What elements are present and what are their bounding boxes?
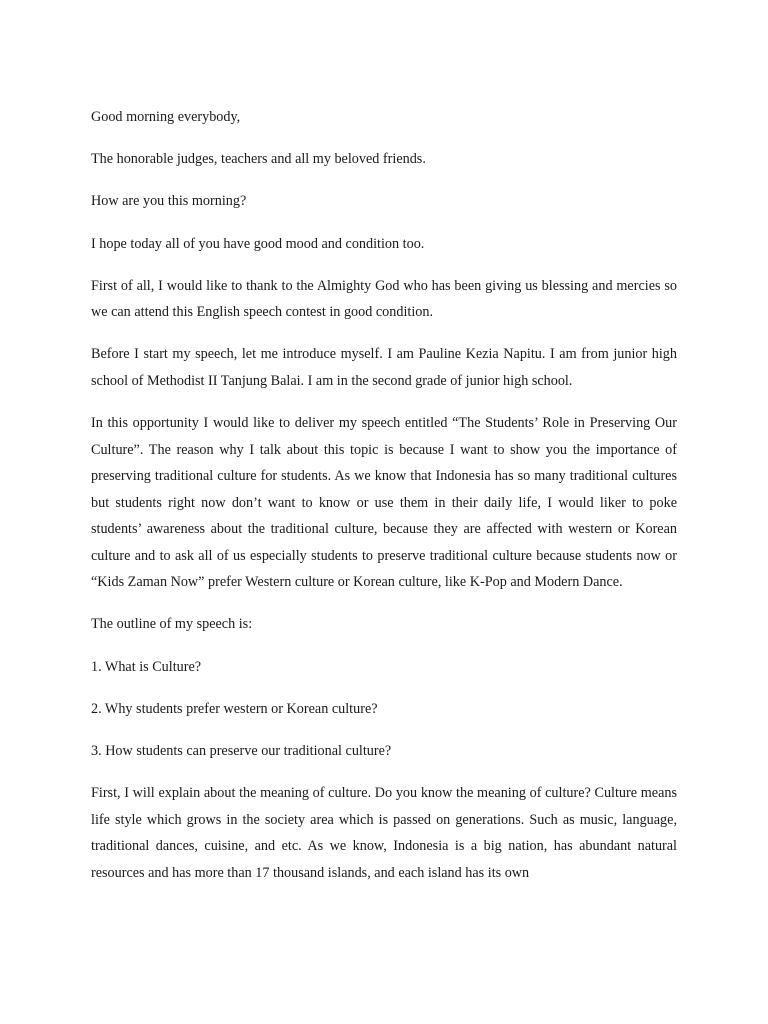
outline-item-3: 3. How students can preserve our traditional culture? bbox=[91, 742, 392, 759]
topic-paragraph: In this opportunity I would like to deliver my speech entitled “The Students’ Role in Preserving Our Culture”. The reason why I talk about this topic is because I want to show you the importance of preserving traditional culture for students. As we know that Indonesia has so many traditional cultures but students right now don’t want to know or use them in their daily life, I would liker to poke students’ awareness about the traditional culture, because they are affected with western or Korean culture and to ask all of us especially students to preserve traditional culture because students now or “Kids Zaman Now” prefer Western culture or Korean culture, like K-Pop and Modern Dance. bbox=[91, 415, 677, 591]
outline-item-2: 2. Why students prefer western or Korean culture? bbox=[91, 700, 378, 717]
outline-item-1: 1. What is Culture? bbox=[91, 658, 202, 675]
speech-text bbox=[91, 104, 677, 902]
culture-meaning-paragraph: First, I will explain about the meaning of culture. Do you know the meaning of culture? Culture means life style which grows in the society area which is passed on generations. Such as music, language, traditional dances, cuisine, and etc. As we know, Indonesia is a big nation, has abundant natural resources and has more than 17 thousand islands, and each island has its own bbox=[91, 785, 677, 881]
gratitude-paragraph: First of all, I would like to thank to the Almighty God who has been giving us blessing and mercies so we can attend this English speech contest in good condition. bbox=[91, 277, 677, 321]
salutation: The honorable judges, teachers and all my beloved friends. bbox=[91, 151, 426, 168]
question: How are you this morning? bbox=[91, 193, 247, 210]
introduction-paragraph: Before I start my speech, let me introduce myself. I am Pauline Kezia Napitu. I am from junior high school of Methodist II Tanjung Balai. I am in the second grade of junior high school. bbox=[91, 346, 677, 389]
greeting: Good morning everybody, bbox=[91, 109, 241, 125]
wish: I hope today all of you have good mood and condition too. bbox=[91, 235, 425, 252]
outline-heading: The outline of my speech is: bbox=[91, 616, 253, 633]
